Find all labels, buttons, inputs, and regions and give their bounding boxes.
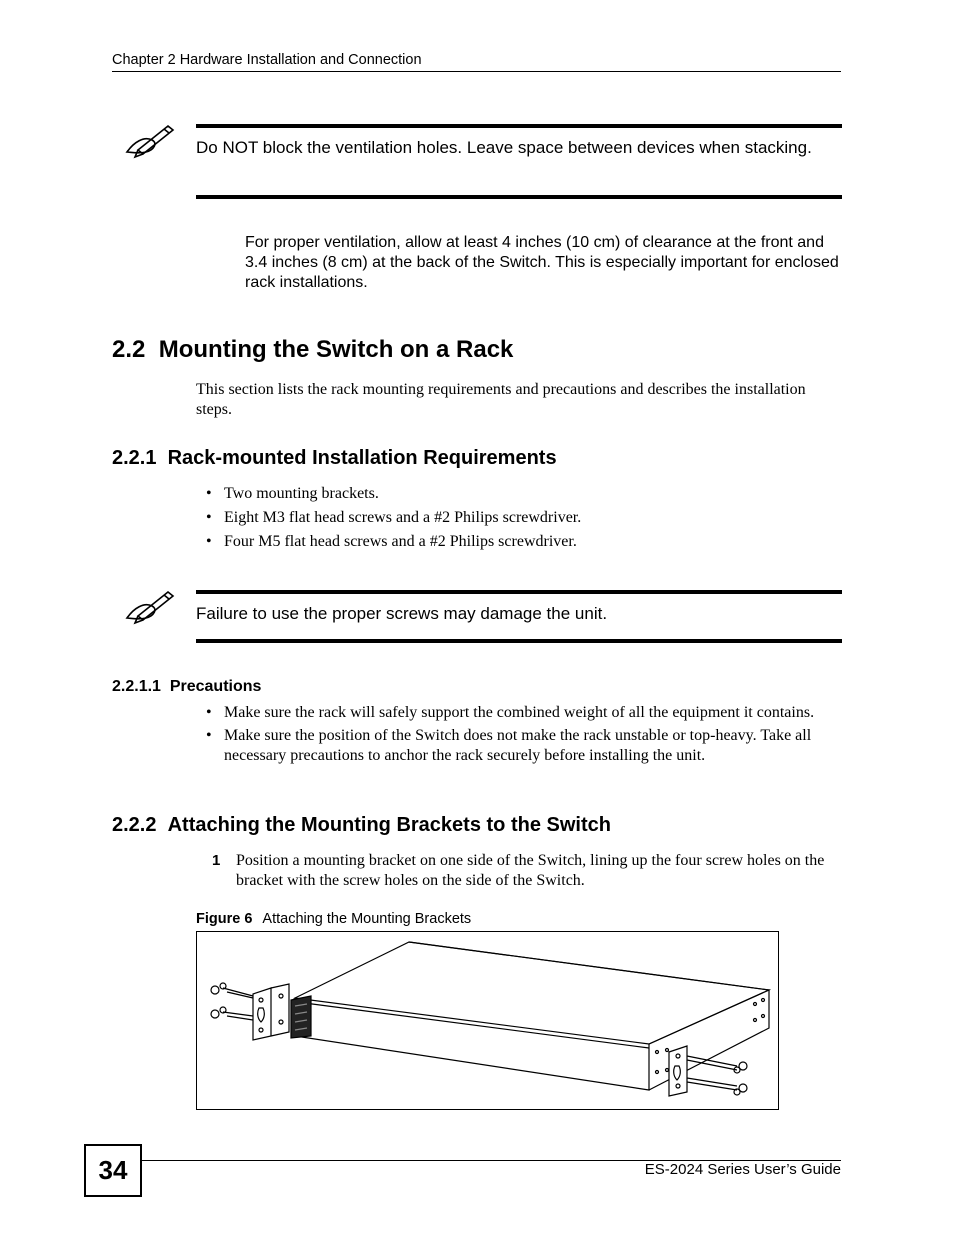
note-text: Do NOT block the ventilation holes. Leave space between devices when stacking. [196,138,812,157]
section-number: 2.2.1.1 [112,678,161,695]
list-item: • Two mounting brackets. [206,485,379,502]
section-heading-2-2-2 [112,814,611,837]
step-number: 1 [212,852,221,869]
pen-note-icon [124,588,176,626]
list-item: • Make sure the rack will safely support the combined weight of all the equipment it contains. [206,704,815,721]
page-number: 34 [84,1144,142,1197]
figure-caption [196,911,471,927]
requirements-list [196,484,836,552]
note-text: Failure to use the proper screws may damage the unit. [196,604,608,623]
section-title: Rack-mounted Installation Requirements [167,447,557,469]
section-number: 2.2.2 [112,814,157,836]
precautions-list [196,703,836,766]
header-rule [112,71,841,72]
section-title: Attaching the Mounting Brackets to the Switch [167,814,611,836]
list-item: • Eight M3 flat head screws and a #2 Philips screwdriver. [206,509,582,526]
section-title: Precautions [169,678,262,695]
section-heading-2-2-1-1 [112,678,261,696]
guide-title: ES-2024 Series User’s Guide [644,1161,841,1178]
figure-frame [196,931,779,1110]
list-item: • Four M5 flat head screws and a #2 Philips screwdriver. [206,533,577,550]
section-number: 2.2 [112,336,146,363]
pen-note-icon [124,122,176,160]
note-top-rule [196,590,842,594]
section-title: Mounting the Switch on a Rack [158,336,514,363]
note-top-rule [196,124,842,128]
figure-title: Attaching the Mounting Brackets [262,911,472,927]
figure-label: Figure 6 [196,911,253,927]
section-heading-2-2 [112,336,513,364]
switch-bracket-illustration [197,932,778,1109]
running-header: Chapter 2 Hardware Installation and Connection [112,52,422,68]
list-item: • Make sure the position of the Switch does not make the rack unstable or top-heavy. Take all necessary precautions to anchor the rack securely before installing the unit. [206,727,812,764]
section-heading-2-2-1 [112,447,557,470]
section-intro: This section lists the rack mounting requirements and precautions and describes the installation steps. [196,381,806,418]
note-bottom-rule [196,195,842,199]
section-number: 2.2.1 [112,447,157,469]
ventilation-paragraph: For proper ventilation, allow at least 4 inches (10 cm) of clearance at the front and 3.4 inches (8 cm) at the back of the Switch. This is especially important for enclosed rack installations. [245,234,839,291]
note-bottom-rule [196,639,842,643]
step-text: Position a mounting bracket on one side of the Switch, lining up the four screw holes on the bracket with the screw holes on the side of the Switch. [236,852,825,889]
